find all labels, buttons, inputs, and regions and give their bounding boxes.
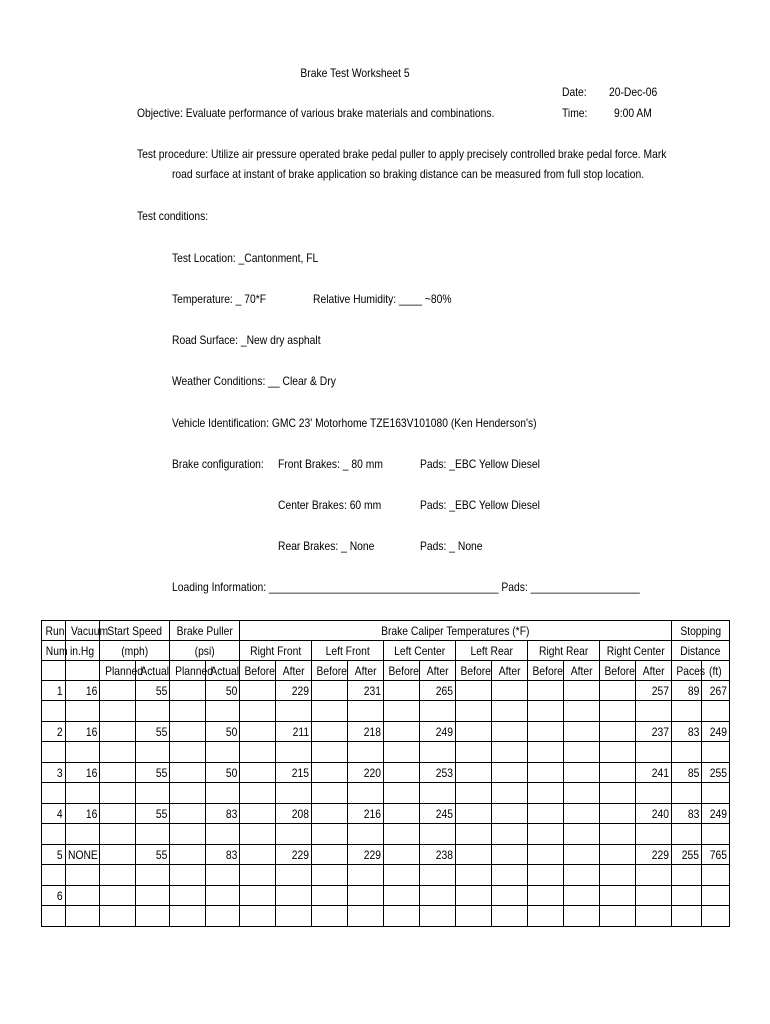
header-after: After [348, 661, 384, 681]
header-after: After [492, 661, 528, 681]
cell-ft: 249 [702, 804, 730, 824]
time-value: 9:00 AM [614, 106, 652, 120]
cell-paces: 255 [672, 845, 702, 865]
cell-lc: 265 [420, 681, 456, 701]
header-vacuum: Vacuum [66, 621, 100, 641]
cell-psi [206, 886, 240, 906]
cell-ft: 255 [702, 763, 730, 783]
header-caliper-temps: Brake Caliper Temperatures (*F) [240, 621, 672, 641]
cell-speed: 55 [136, 763, 170, 783]
spacer-row [42, 701, 730, 722]
date-label: Date: [562, 85, 587, 99]
relative-humidity: Relative Humidity: ____ ~80% [313, 292, 452, 306]
cell-rf: 215 [276, 763, 312, 783]
cell-lf: 229 [348, 845, 384, 865]
header-left-rear: Left Rear [456, 641, 528, 661]
cell-lc: 253 [420, 763, 456, 783]
cell-lc: 245 [420, 804, 456, 824]
brake-test-table [41, 620, 730, 927]
objective-text: Objective: Evaluate performance of various brake materials and combinations. [137, 106, 495, 120]
header-start-speed: Start Speed [100, 621, 170, 641]
cell-rf: 229 [276, 681, 312, 701]
cell-psi: 83 [206, 804, 240, 824]
cell-speed: 55 [136, 845, 170, 865]
cell-paces [672, 886, 702, 906]
table-row [42, 886, 730, 906]
cell-lf: 231 [348, 681, 384, 701]
cell-paces: 83 [672, 722, 702, 742]
table-row [42, 722, 730, 742]
header-before: Before [384, 661, 420, 681]
procedure-line-2: road surface at instant of brake application so braking distance can be measured from full stop location. [172, 167, 645, 181]
temperature: Temperature: _ 70*F [172, 292, 267, 306]
table-row [42, 681, 730, 701]
brake-config-label: Brake configuration: [172, 457, 264, 471]
table-row [42, 804, 730, 824]
spacer-row [42, 742, 730, 763]
cell-run: 5 [42, 845, 66, 865]
header-after: After [636, 661, 672, 681]
cell-rf: 211 [276, 722, 312, 742]
header-psi-planned: Planned [170, 661, 206, 681]
loading-information: Loading Information: ________________________________________ Pads: ___________________ [172, 580, 640, 594]
cell-rc: 240 [636, 804, 672, 824]
rear-pads: Pads: _ None [420, 539, 483, 553]
center-pads: Pads: _EBC Yellow Diesel [420, 498, 540, 512]
header-run: Run [42, 621, 66, 641]
cell-lf [348, 886, 384, 906]
cell-lf: 216 [348, 804, 384, 824]
cell-speed: 55 [136, 722, 170, 742]
front-brakes: Front Brakes: _ 80 mm [278, 457, 383, 471]
header-speed-actual: Actual [136, 661, 170, 681]
cell-vac: 16 [66, 804, 100, 824]
cell-rc: 237 [636, 722, 672, 742]
table-row [42, 845, 730, 865]
cell-rc: 229 [636, 845, 672, 865]
cell-lf: 220 [348, 763, 384, 783]
header-before: Before [240, 661, 276, 681]
header-right-center: Right Center [600, 641, 672, 661]
cell-run: 4 [42, 804, 66, 824]
cell-ft: 267 [702, 681, 730, 701]
cell-vac: 16 [66, 763, 100, 783]
header-before: Before [528, 661, 564, 681]
header-before: Before [312, 661, 348, 681]
rear-brakes: Rear Brakes: _ None [278, 539, 375, 553]
cell-lc [420, 886, 456, 906]
cell-vac [66, 886, 100, 906]
cell-lf: 218 [348, 722, 384, 742]
spacer-row [42, 906, 730, 927]
header-brake-puller: Brake Puller [170, 621, 240, 641]
header-right-front: Right Front [240, 641, 312, 661]
vehicle-identification: Vehicle Identification: GMC 23' Motorhome TZE163V101080 (Ken Henderson's) [172, 416, 537, 430]
header-left-center: Left Center [384, 641, 456, 661]
header-mph: (mph) [100, 641, 170, 661]
header-after: After [564, 661, 600, 681]
road-surface: Road Surface: _New dry asphalt [172, 333, 321, 347]
cell-psi: 83 [206, 845, 240, 865]
cell-rf: 208 [276, 804, 312, 824]
cell-lc: 249 [420, 722, 456, 742]
cell-rf [276, 886, 312, 906]
header-stopping: Stopping [672, 621, 730, 641]
cell-run: 1 [42, 681, 66, 701]
header-left-front: Left Front [312, 641, 384, 661]
header-distance: Distance [672, 641, 730, 661]
header-row-2 [42, 641, 730, 661]
table-row [42, 763, 730, 783]
cell-speed: 55 [136, 804, 170, 824]
cell-vac: 16 [66, 722, 100, 742]
cell-vac: 16 [66, 681, 100, 701]
cell-psi: 50 [206, 722, 240, 742]
spacer-row [42, 824, 730, 845]
cell-rc: 241 [636, 763, 672, 783]
spacer-row [42, 783, 730, 804]
spacer-row [42, 865, 730, 886]
header-before: Before [456, 661, 492, 681]
conditions-heading: Test conditions: [137, 209, 209, 223]
worksheet-title: Brake Test Worksheet 5 [300, 66, 410, 80]
cell-run: 6 [42, 886, 66, 906]
cell-run: 3 [42, 763, 66, 783]
test-location: Test Location: _Cantonment, FL [172, 251, 319, 265]
cell-lc: 238 [420, 845, 456, 865]
cell-ft [702, 886, 730, 906]
cell-ft: 249 [702, 722, 730, 742]
weather-conditions: Weather Conditions: __ Clear & Dry [172, 374, 336, 388]
header-psi-actual: Actual [206, 661, 240, 681]
header-num: Num [42, 641, 66, 661]
cell-rf: 229 [276, 845, 312, 865]
cell-rc: 257 [636, 681, 672, 701]
cell-psi: 50 [206, 763, 240, 783]
cell-speed: 55 [136, 681, 170, 701]
header-after: After [276, 661, 312, 681]
cell-run: 2 [42, 722, 66, 742]
cell-paces: 85 [672, 763, 702, 783]
date-value: 20-Dec-06 [609, 85, 658, 99]
procedure-line-1: Test procedure: Utilize air pressure operated brake pedal puller to apply precisely controlled brake pedal force. Mark [137, 147, 667, 161]
header-before: Before [600, 661, 636, 681]
header-after: After [420, 661, 456, 681]
header-row-3 [42, 661, 730, 681]
cell-speed [136, 886, 170, 906]
header-ft: (ft) [702, 661, 730, 681]
header-inhg: in.Hg [66, 641, 100, 661]
cell-rc [636, 886, 672, 906]
cell-vac: NONE [66, 845, 100, 865]
header-right-rear: Right Rear [528, 641, 600, 661]
header-psi: (psi) [170, 641, 240, 661]
cell-ft: 765 [702, 845, 730, 865]
header-row-1 [42, 621, 730, 641]
header-paces: Paces [672, 661, 702, 681]
center-brakes: Center Brakes: 60 mm [278, 498, 382, 512]
front-pads: Pads: _EBC Yellow Diesel [420, 457, 540, 471]
cell-psi: 50 [206, 681, 240, 701]
cell-paces: 83 [672, 804, 702, 824]
header-speed-planned: Planned [100, 661, 136, 681]
cell-paces: 89 [672, 681, 702, 701]
time-label: Time: [562, 106, 588, 120]
